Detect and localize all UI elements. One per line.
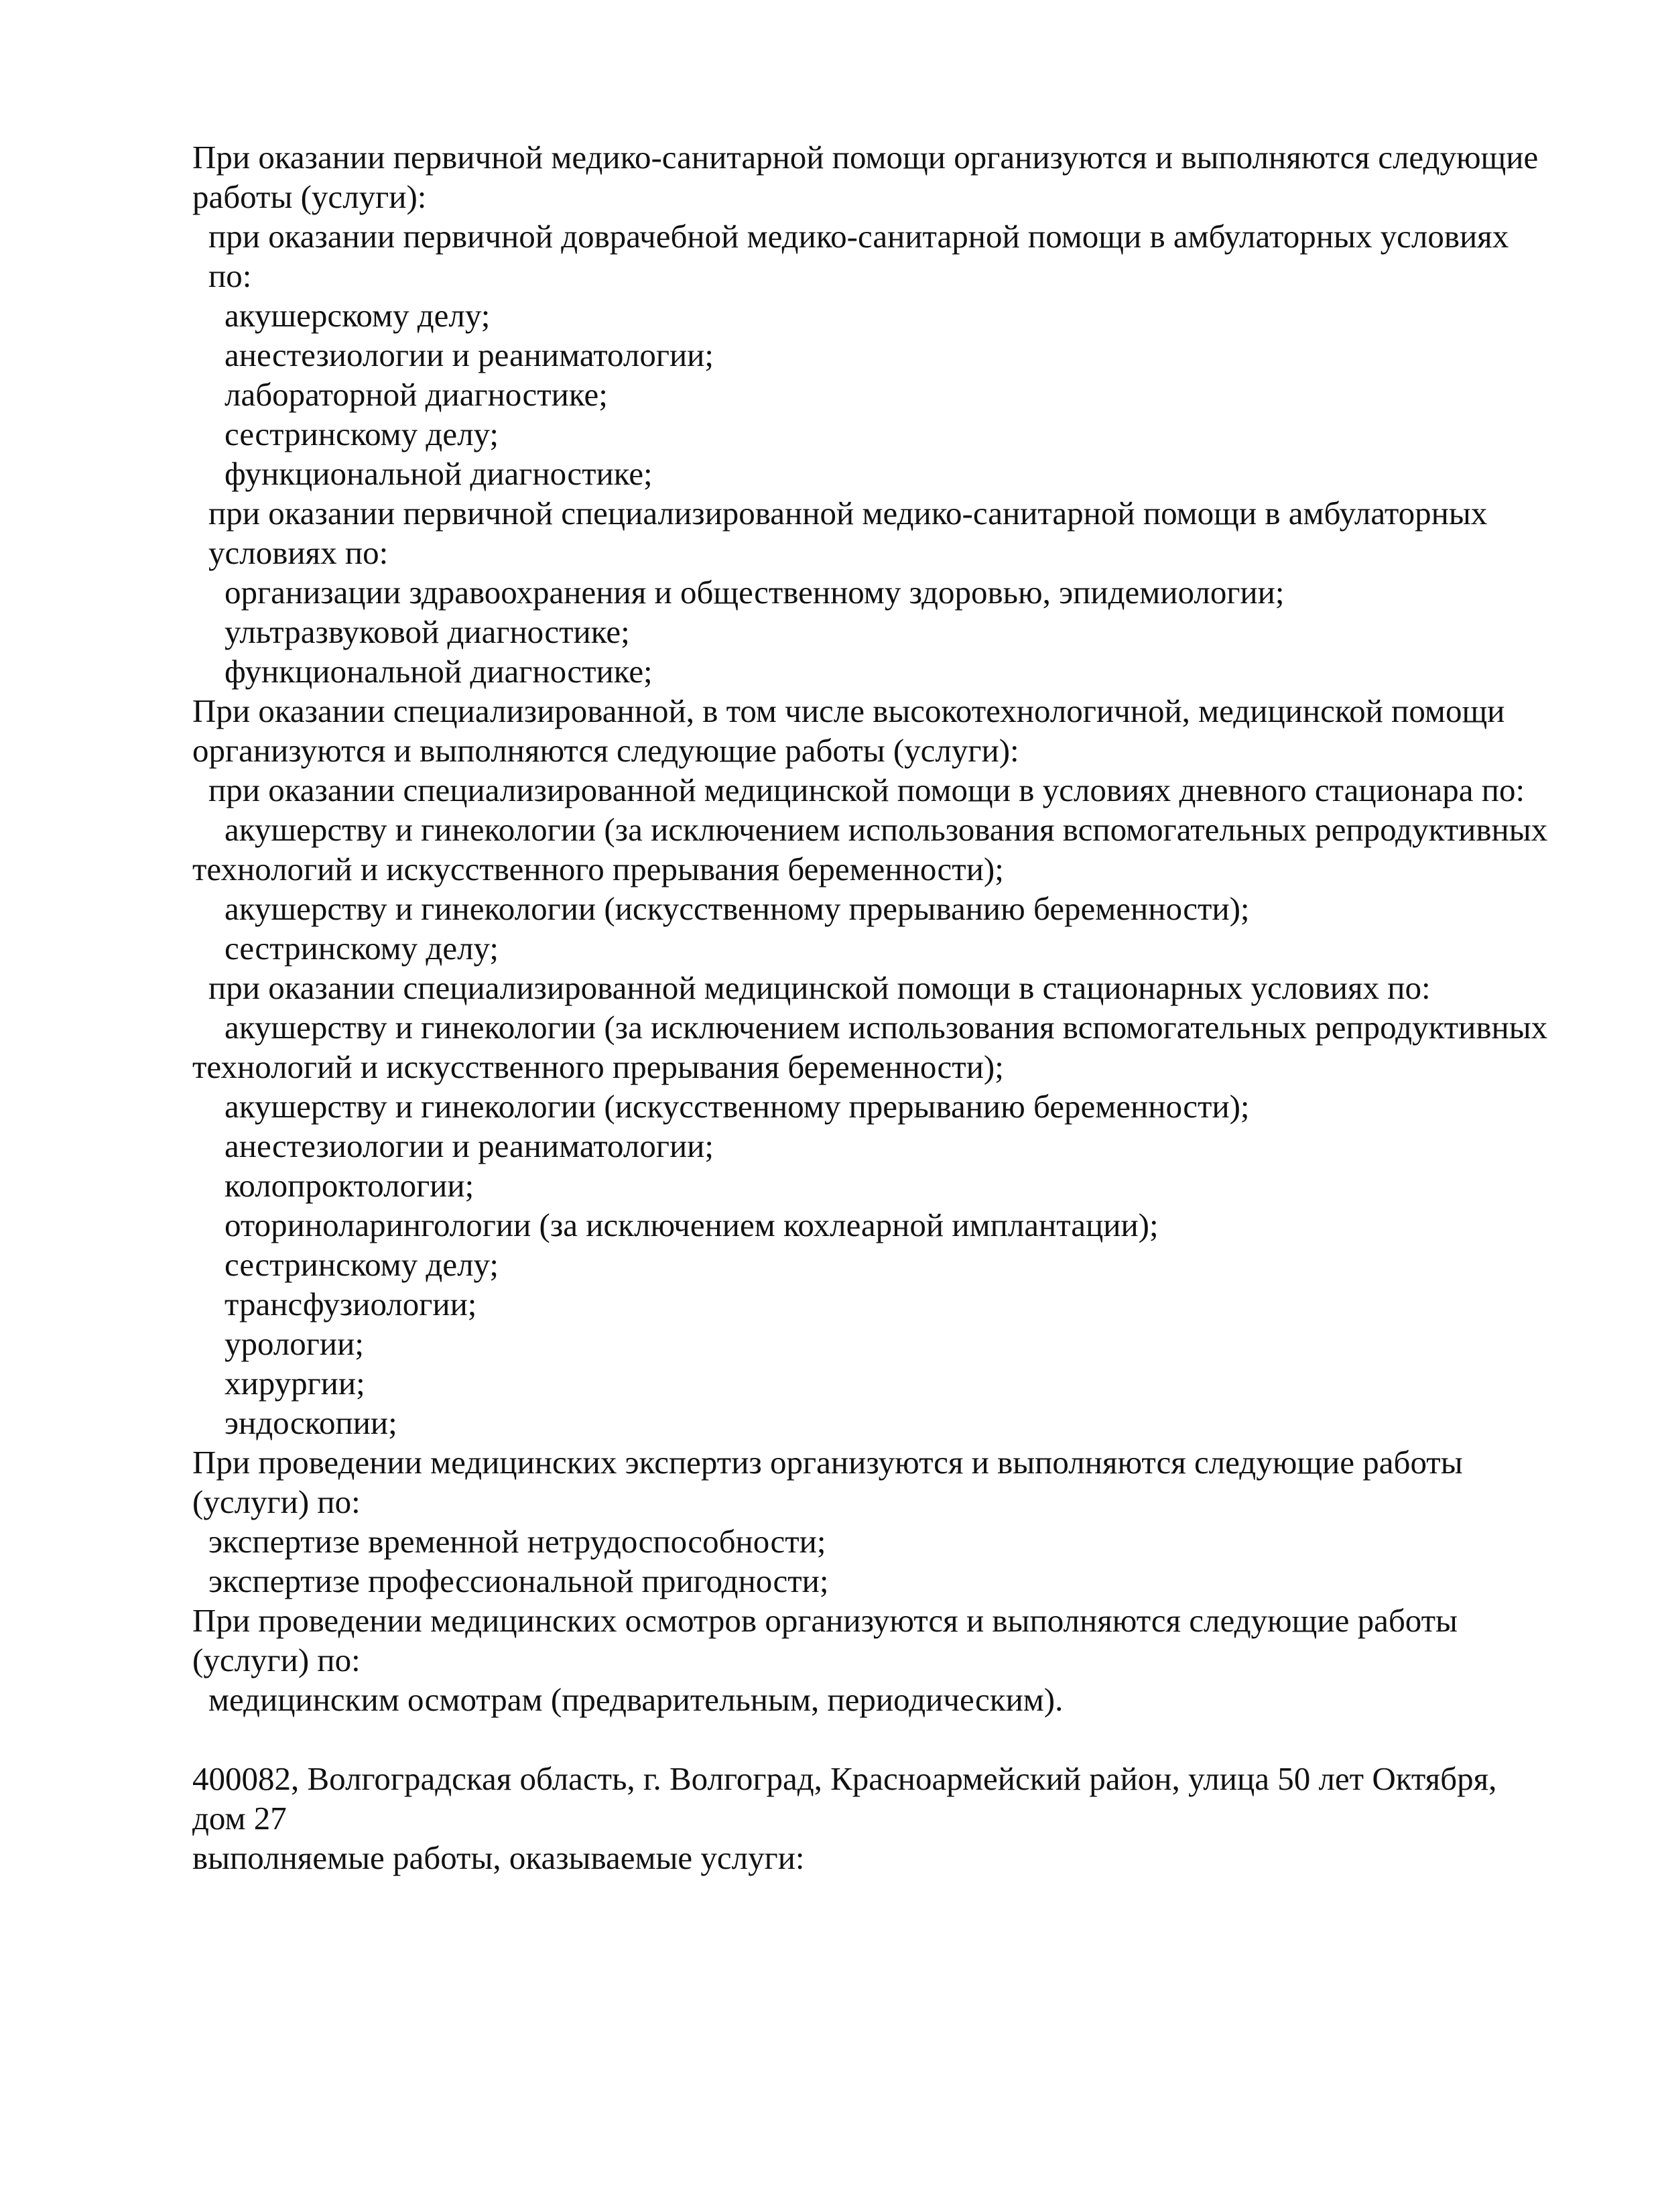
list-item: организации здравоохранения и общественному здоровью, эпидемиологии; <box>225 574 1285 611</box>
list-item: трансфузиологии; <box>225 1286 477 1323</box>
list-item: сестринскому делу; <box>225 930 499 967</box>
section-heading-primary-care: При оказании первичной медико-санитарной помощи организуются и выполняются следующие работы (услуги): <box>192 139 1539 215</box>
list-item: сестринскому делу; <box>225 1246 499 1283</box>
list-item: хирургии; <box>225 1365 365 1402</box>
list-item: колопроктологии; <box>225 1167 474 1204</box>
document-body <box>192 137 1549 1878</box>
subsection-day-hospital: при оказании специализированной медицинской помощи в условиях дневного стационара по: <box>208 772 1525 808</box>
list-item: акушерству и гинекологии (за исключением использования вспомогательных репродуктивных технологий и искусственного прерывания беременности); <box>192 811 1548 887</box>
list-item: функциональной диагностике; <box>225 455 653 492</box>
list-item: анестезиологии и реаниматологии; <box>225 336 714 373</box>
list-item: лабораторной диагностике; <box>225 376 608 413</box>
list-item: экспертизе профессиональной пригодности; <box>208 1562 829 1599</box>
section-heading-specialized-care: При оказании специализированной, в том числе высокотехнологичной, медицинской помощи организуются и выполняются следующие работы (услуги): <box>192 692 1505 769</box>
address-line: 400082, Волгоградская область, г. Волгоград, Красноармейский район, улица 50 лет Октября, дом 27 <box>192 1760 1497 1837</box>
section-heading-medical-checkups: При проведении медицинских осмотров организуются и выполняются следующие работы (услуги) по: <box>192 1602 1458 1678</box>
subsection-inpatient: при оказании специализированной медицинской помощи в стационарных условиях по: <box>208 969 1431 1006</box>
subsection-pre-medical-outpatient: при оказании первичной доврачебной медико-санитарной помощи в амбулаторных условиях по: <box>208 218 1509 294</box>
list-item: урологии; <box>225 1325 364 1362</box>
list-item: оториноларингологии (за исключением кохлеарной имплантации); <box>225 1207 1159 1243</box>
list-item: акушерскому делу; <box>225 297 491 334</box>
list-item: акушерству и гинекологии (искусственному прерыванию беременности); <box>225 890 1250 927</box>
list-item: эндоскопии; <box>225 1404 397 1441</box>
subsection-specialized-outpatient: при оказании первичной специализированной медико-санитарной помощи в амбулаторных условиях по: <box>208 495 1488 571</box>
list-item: функциональной диагностике; <box>225 653 653 690</box>
services-label: выполняемые работы, оказываемые услуги: <box>192 1839 805 1876</box>
spacer <box>192 1719 1549 1759</box>
list-item: медицинским осмотрам (предварительным, периодическим). <box>208 1681 1064 1718</box>
list-item: сестринскому делу; <box>225 416 499 452</box>
list-item: акушерству и гинекологии (за исключением использования вспомогательных репродуктивных технологий и искусственного прерывания беременности); <box>192 1009 1548 1085</box>
list-item: анестезиологии и реаниматологии; <box>225 1127 714 1164</box>
list-item: экспертизе временной нетрудоспособности; <box>208 1523 826 1560</box>
list-item: ультразвуковой диагностике; <box>225 613 630 650</box>
list-item: акушерству и гинекологии (искусственному прерыванию беременности); <box>225 1088 1250 1125</box>
section-heading-medical-examinations: При проведении медицинских экспертиз организуются и выполняются следующие работы (услуги) по: <box>192 1444 1463 1520</box>
